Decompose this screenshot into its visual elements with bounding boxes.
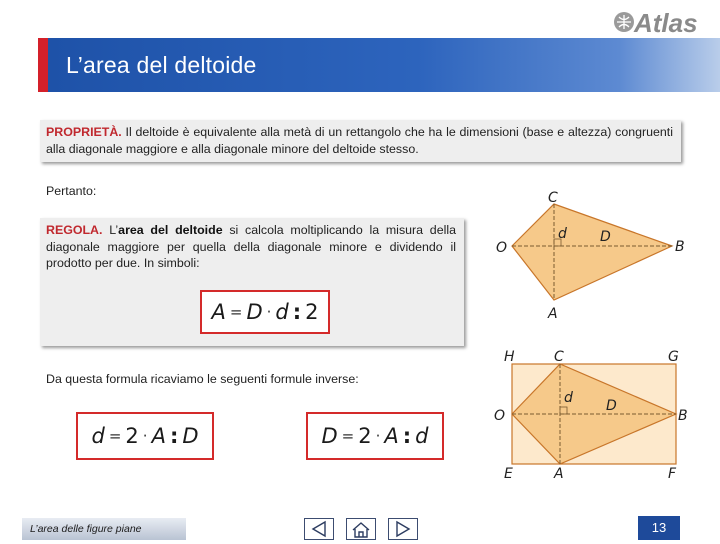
- formula-operator: ·: [266, 303, 272, 321]
- vertex-label: O: [496, 240, 508, 256]
- vertex-label: O: [494, 408, 506, 424]
- property-label: PROPRIETÀ.: [46, 125, 122, 139]
- formula-operator: :: [402, 424, 412, 448]
- formula-minor-diagonal: [76, 412, 214, 460]
- home-button[interactable]: [346, 518, 376, 540]
- title-accent: [38, 38, 48, 92]
- vertex-label: G: [668, 349, 679, 365]
- diagonal-label: D: [600, 229, 611, 245]
- formula-term: A: [211, 300, 226, 324]
- rule-highlight: area del deltoide: [118, 223, 223, 237]
- formula-operator: :: [292, 300, 302, 324]
- vertex-label: H: [504, 349, 515, 365]
- formula-term: 2: [305, 300, 319, 324]
- formula-term: D: [182, 424, 199, 448]
- vertex-label: C: [548, 190, 558, 206]
- formula-term: d: [275, 300, 289, 324]
- property-text: [46, 124, 673, 157]
- vertex-label: A: [554, 466, 564, 482]
- kite-shape: [512, 204, 672, 300]
- previous-button[interactable]: [304, 518, 334, 540]
- page-title: L’area del deltoide: [66, 52, 257, 78]
- formula-operator: :: [169, 424, 179, 448]
- vertex-label: A: [548, 306, 558, 322]
- rule-body: si calcola moltiplicando la misura della diagonale maggiore per quella della diagonale minore e dividendo il prodotto per due. In simboli:: [46, 223, 456, 270]
- formula-term: d: [415, 424, 429, 448]
- vertex-label: C: [554, 349, 564, 365]
- property-body: Il deltoide è equivalente alla metà di un rettangolo che ha le dimensioni (base e altezza) congruenti alla diagonale maggiore e alla diagonale minore del deltoide stesso.: [46, 125, 673, 156]
- formula-operator: =: [108, 427, 122, 445]
- atlas-logo: [612, 6, 702, 36]
- formula-operator: =: [341, 427, 355, 445]
- home-icon: [347, 519, 375, 539]
- rule-pre: L’: [102, 223, 119, 237]
- vertex-label: B: [675, 239, 685, 255]
- formula-term: 2: [358, 424, 372, 448]
- property-box: [40, 120, 681, 162]
- diagonal-label: d: [558, 226, 567, 242]
- rectangle-kite-diagram: [490, 346, 690, 482]
- kite-diagram: [490, 188, 690, 322]
- formula-term: A: [151, 424, 166, 448]
- rule-label: REGOLA.: [46, 223, 103, 237]
- page-number: 13: [638, 516, 680, 540]
- formula-term: D: [321, 424, 338, 448]
- therefore-text: Pertanto:: [46, 184, 97, 198]
- vertex-label: B: [678, 408, 688, 424]
- diagonal-label: D: [606, 398, 617, 414]
- formula-operator: ·: [375, 427, 381, 445]
- formula-operator: =: [229, 303, 243, 321]
- next-button[interactable]: [388, 518, 418, 540]
- next-icon: [389, 519, 417, 539]
- formula-term: 2: [125, 424, 139, 448]
- inverse-intro: Da questa formula ricaviamo le seguenti formule inverse:: [46, 372, 359, 386]
- rule-text: [46, 222, 456, 272]
- brand-name: Atlas: [634, 8, 698, 36]
- title-bar: [48, 38, 720, 92]
- previous-icon: [305, 519, 333, 539]
- diagonal-label: d: [564, 390, 573, 406]
- vertex-label: F: [668, 466, 677, 482]
- formula-major-diagonal: [306, 412, 444, 460]
- formula-area: [200, 290, 330, 334]
- formula-term: A: [384, 424, 399, 448]
- vertex-label: E: [504, 466, 513, 482]
- section-label: L’area delle figure piane: [22, 518, 186, 540]
- formula-operator: ·: [142, 427, 148, 445]
- formula-term: d: [91, 424, 105, 448]
- formula-term: D: [246, 300, 263, 324]
